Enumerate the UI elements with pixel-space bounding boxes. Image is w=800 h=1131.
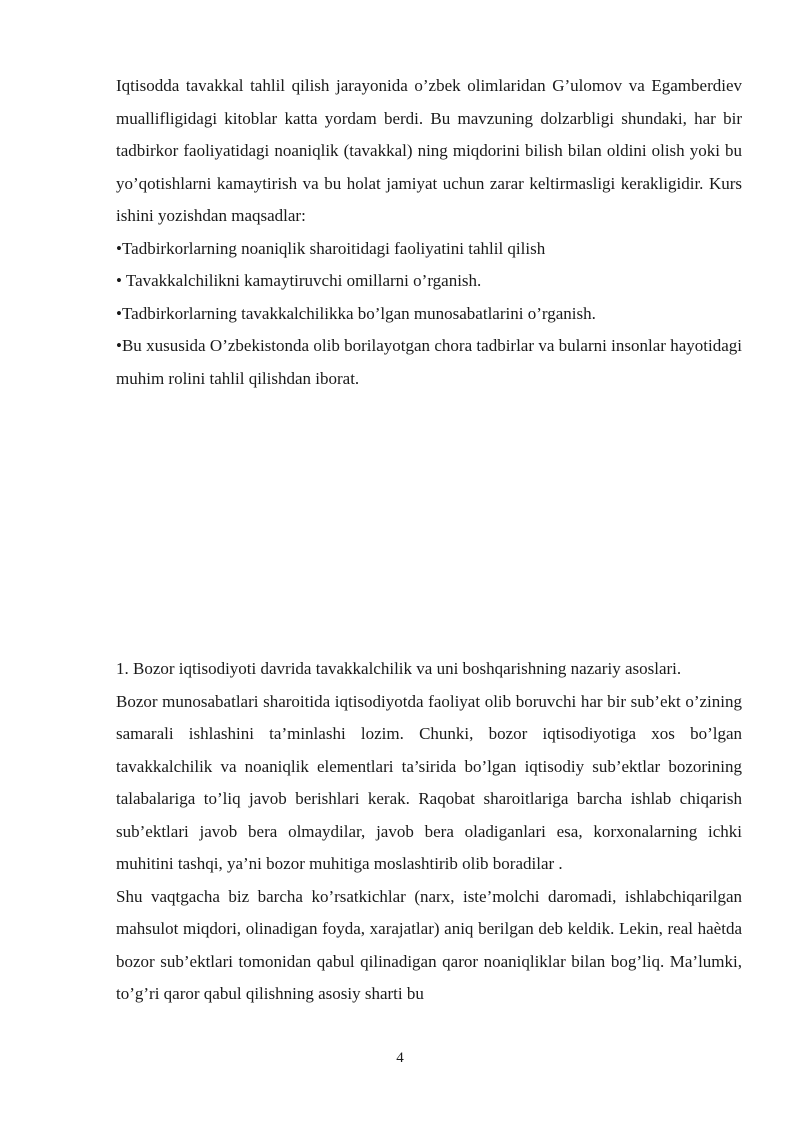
goal-bullet-2: • Tavakkalchilikni kamaytiruvchi omillarni o’rganish. [116, 271, 482, 290]
intro-section [116, 70, 742, 395]
goal-bullet-3: •Tadbirkorlarning tavakkalchilikka bo’lgan munosabatlarini o’rganish. [116, 303, 596, 323]
section-heading: 1. Bozor iqtisodiyoti davrida tavakkalchilik va uni boshqarishning nazariy asoslari. [116, 659, 682, 678]
goal-bullet-4: •Bu xususida O’zbekistonda olib borilayotgan chora tadbirlar va bularni insonlar hayotidagi muhim rolini tahlil qilishdan iborat. [116, 336, 742, 388]
section-paragraph-1: Bozor munosabatlari sharoitida iqtisodiyotda faoliyat olib boruvchi har bir sub’ekt o’zining samarali ishlashini ta’minlashi lozim. Chunki, bozor iqtisodiyotiga xos bo’lgan tavakkalchilik va noaniqlik elementlari ta’sirida bo’lgan iqtisodiy sub’ektlar bozorining talabalariga to’liq javob berishlari kerak. Raqobat sharoitlariga barcha ishlab chiqarish sub’ektlari javob bera olmaydilar, javob bera oladiganlari esa, korxonalarning ichki muhitini tashqi, ya’ni bozor muhitiga moslashtirib olib boradilar . [116, 691, 742, 873]
chapter-section [116, 653, 742, 1011]
section-paragraph-2: Shu vaqtgacha biz barcha ko’rsatkichlar (narx, iste’molchi daromadi, ishlabchiqarilgan mahsulot miqdori, olinadigan foyda, xarajatlar) aniq berilgan deb keldik. Lekin, real haètda bozor sub’ektlari tomonidan qabul qilinadigan qaror noaniqliklar bilan bog’liq. Ma’lumki, to’g’ri qaror qabul qilishning asosiy sharti bu [116, 886, 742, 1003]
goal-bullet-1: •Tadbirkorlarning noaniqlik sharoitidagi faoliyatini tahlil qilish [116, 238, 546, 258]
intro-paragraph: Iqtisodda tavakkal tahlil qilish jarayonida o’zbek olimlaridan G’ulomov va Egamberdiev muallifligidagi kitoblar katta yordam berdi. Bu mavzuning dolzarbligi shundaki, har bir tadbirkor faoliyatidagi noaniqlik (tavakkal) ning miqdorini bilish bilan oldini olish yoki bu yo’qotishlarni kamaytirish va bu holat jamiyat uchun zarar keltirmasligi kerakligidir. Kurs ishini yozishdan maqsadlar: [116, 76, 742, 225]
page-number: 4 [396, 1050, 404, 1066]
